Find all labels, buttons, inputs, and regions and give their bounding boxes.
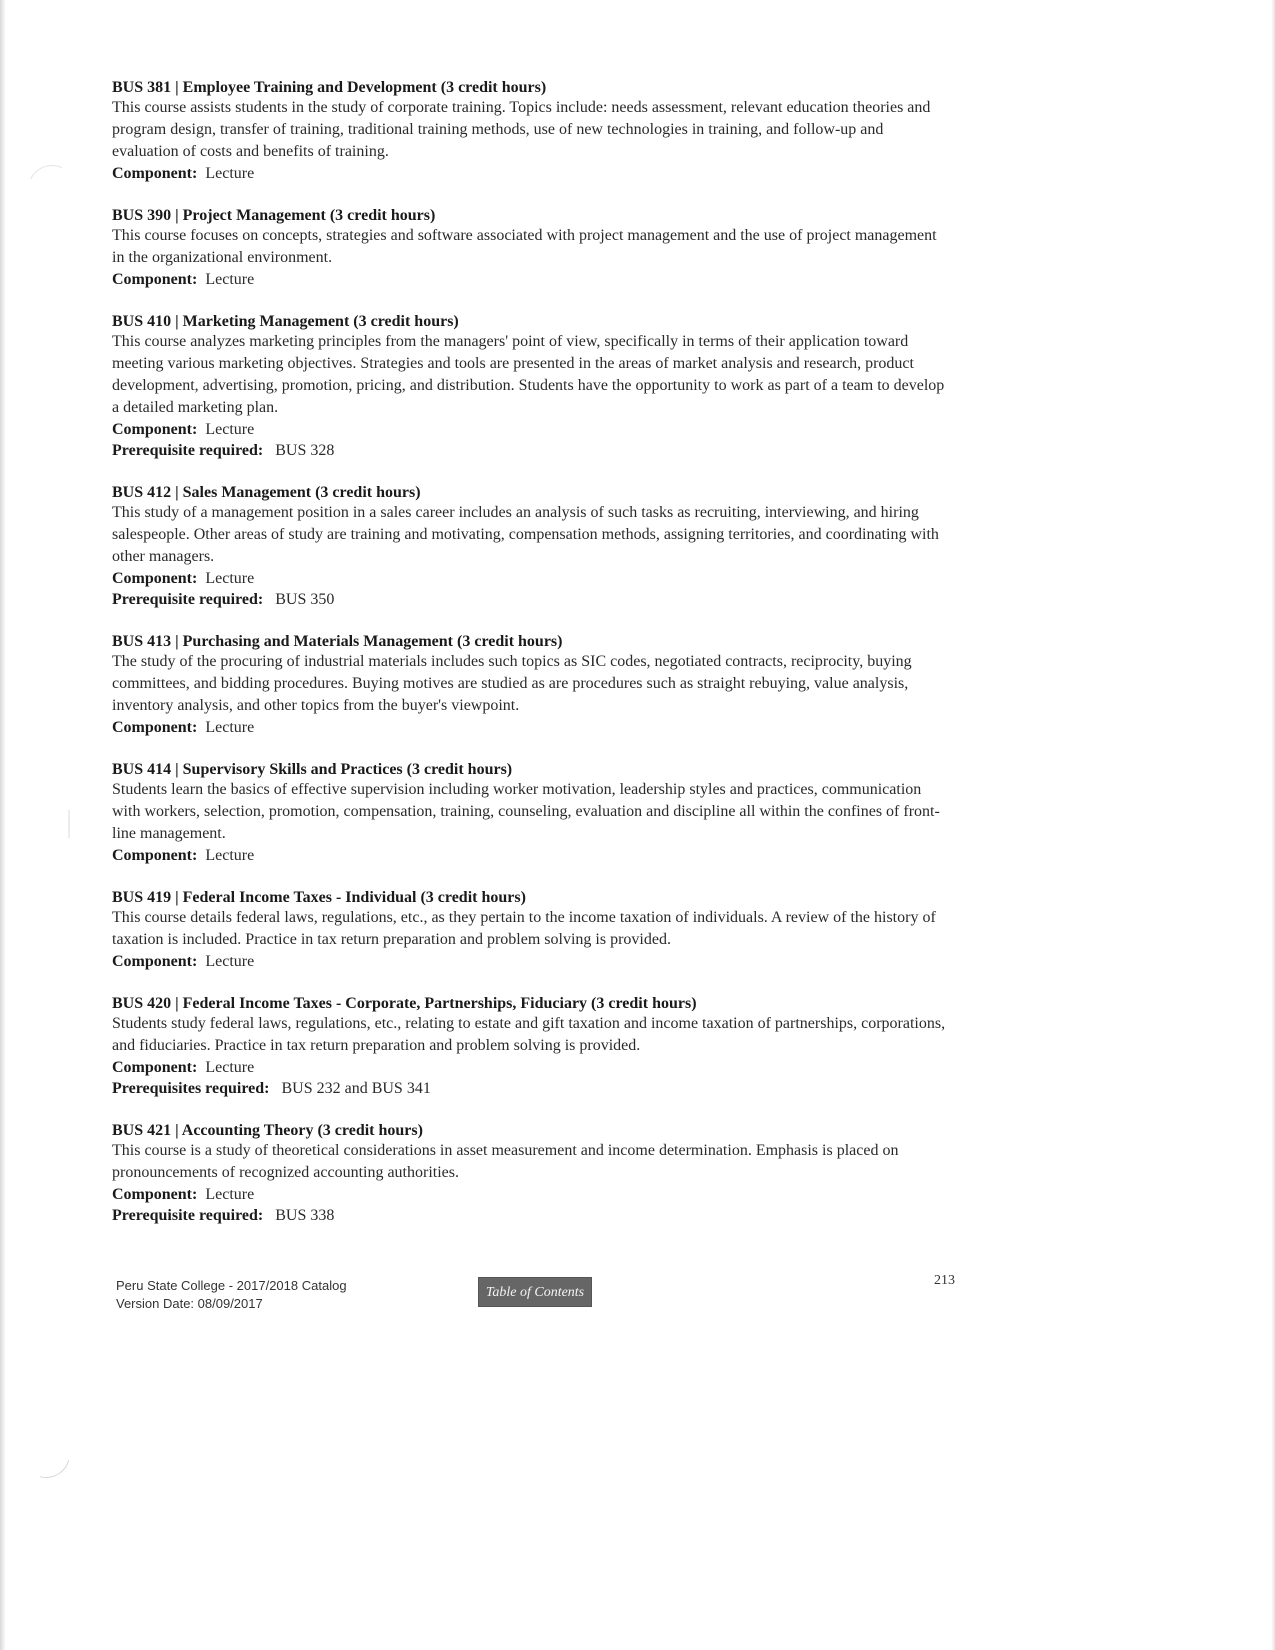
prerequisite-line (112, 1078, 952, 1099)
course-description: Students learn the basics of effective supervision including worker motivation, leadership styles and practices, communication with workers, selection, promotion, compensation, training, counseling, evaluation and discipline all within the confines of front-line management. (112, 781, 940, 842)
table-of-contents-button[interactable]: Table of Contents (478, 1277, 592, 1307)
course-description: This course details federal laws, regulations, etc., as they pertain to the income taxation of individuals. A review of the history of taxation is included. Practice in tax return preparation and problem solving is provided. (112, 909, 936, 948)
component-line (112, 269, 952, 290)
component-value: Lecture (205, 271, 255, 288)
prerequisite-value: BUS 232 and BUS 341 (281, 1080, 431, 1097)
page-footer (116, 1273, 956, 1337)
course-entry-bus-390 (112, 206, 952, 290)
component-line (112, 163, 952, 184)
component-line (112, 568, 952, 589)
component-label: Component: (112, 165, 198, 182)
course-description: Students study federal laws, regulations, etc., relating to estate and gift taxation and income taxation of partnerships, corporations, and fiduciaries. Practice in tax return preparation and problem solving is provided. (112, 1015, 946, 1054)
component-line (112, 1184, 952, 1205)
component-label: Component: (112, 570, 198, 587)
course-entry-bus-414 (112, 760, 952, 866)
course-description: This course is a study of theoretical considerations in asset measurement and income determination. Emphasis is placed on pronouncements of recognized accounting authorities. (112, 1142, 899, 1181)
component-label: Component: (112, 271, 198, 288)
component-label: Component: (112, 719, 198, 736)
scan-artifact-middle (68, 810, 70, 838)
prerequisite-line (112, 440, 952, 461)
component-line (112, 845, 952, 866)
course-description: The study of the procuring of industrial materials includes such topics as SIC codes, negotiated contracts, reciprocity, buying committees, and bidding procedures. Buying motives are studied as are procedures such as straight rebuying, value analysis, inventory analysis, and other topics from the buyer's viewpoint. (112, 653, 912, 714)
course-title: BUS 420 | Federal Income Taxes - Corporate, Partnerships, Fiduciary (3 credit hours) (112, 995, 697, 1012)
component-value: Lecture (205, 719, 255, 736)
catalog-info (116, 1277, 347, 1313)
course-entry-bus-412 (112, 483, 952, 610)
component-label: Component: (112, 1186, 198, 1203)
course-title: BUS 419 | Federal Income Taxes - Individual (3 credit hours) (112, 889, 526, 906)
course-entry-bus-420 (112, 994, 952, 1099)
component-value: Lecture (205, 421, 255, 438)
course-entry-bus-381 (112, 78, 952, 184)
version-date: Version Date: 08/09/2017 (116, 1296, 263, 1311)
scan-artifact-bottom (13, 1421, 79, 1487)
catalog-title: Peru State College - 2017/2018 Catalog (116, 1278, 347, 1293)
component-value: Lecture (205, 1059, 255, 1076)
course-title: BUS 410 | Marketing Management (3 credit hours) (112, 313, 459, 330)
component-label: Component: (112, 421, 198, 438)
prerequisite-value: BUS 338 (275, 1207, 335, 1224)
component-line (112, 419, 952, 440)
prerequisite-label: Prerequisites required: (112, 1080, 270, 1097)
course-description: This course analyzes marketing principles from the managers' point of view, specifically in terms of their application toward meeting various marketing objectives. Strategies and tools are presented in the areas of market analysis and research, product development, advertising, promotion, pricing, and distribution. Students have the opportunity to work as part of a team to develop a detailed marketing plan. (112, 333, 945, 416)
course-description: This study of a management position in a sales career includes an analysis of such tasks as recruiting, interviewing, and hiring salespeople. Other areas of study are training and motivating, compensation methods, assigning territories, and coordinating with other managers. (112, 504, 939, 565)
course-entry-bus-410 (112, 312, 952, 461)
course-title: BUS 413 | Purchasing and Materials Management (3 credit hours) (112, 633, 563, 650)
component-value: Lecture (205, 165, 255, 182)
component-value: Lecture (205, 847, 255, 864)
prerequisite-line (112, 589, 952, 610)
course-title: BUS 381 | Employee Training and Development (3 credit hours) (112, 79, 547, 96)
prerequisite-value: BUS 350 (275, 591, 335, 608)
course-entry-bus-419 (112, 888, 952, 972)
course-title: BUS 390 | Project Management (3 credit hours) (112, 207, 436, 224)
prerequisite-value: BUS 328 (275, 442, 335, 459)
course-description: This course assists students in the study of corporate training. Topics include: needs assessment, relevant education theories and program design, transfer of training, traditional training methods, use of new technologies in training, and follow-up and evaluation of costs and benefits of training. (112, 99, 931, 160)
component-line (112, 951, 952, 972)
page-number: 213 (934, 1273, 955, 1288)
component-label: Component: (112, 847, 198, 864)
course-entry-bus-421 (112, 1121, 952, 1226)
course-title: BUS 412 | Sales Management (3 credit hours) (112, 484, 421, 501)
prerequisite-label: Prerequisite required: (112, 1207, 264, 1224)
component-label: Component: (112, 1059, 198, 1076)
component-line (112, 1057, 952, 1078)
course-list (112, 78, 952, 1248)
course-title: BUS 414 | Supervisory Skills and Practices (3 credit hours) (112, 761, 513, 778)
scan-artifact-top (21, 158, 83, 220)
page-edge-shadow-left (0, 0, 6, 1650)
page-edge-shadow-right (1271, 0, 1275, 1650)
component-value: Lecture (205, 570, 255, 587)
prerequisite-label: Prerequisite required: (112, 591, 264, 608)
prerequisite-line (112, 1205, 952, 1226)
component-label: Component: (112, 953, 198, 970)
component-line (112, 717, 952, 738)
component-value: Lecture (205, 953, 255, 970)
component-value: Lecture (205, 1186, 255, 1203)
course-entry-bus-413 (112, 632, 952, 738)
course-description: This course focuses on concepts, strategies and software associated with project management and the use of project management in the organizational environment. (112, 227, 937, 266)
course-title: BUS 421 | Accounting Theory (3 credit hours) (112, 1122, 423, 1139)
prerequisite-label: Prerequisite required: (112, 442, 264, 459)
